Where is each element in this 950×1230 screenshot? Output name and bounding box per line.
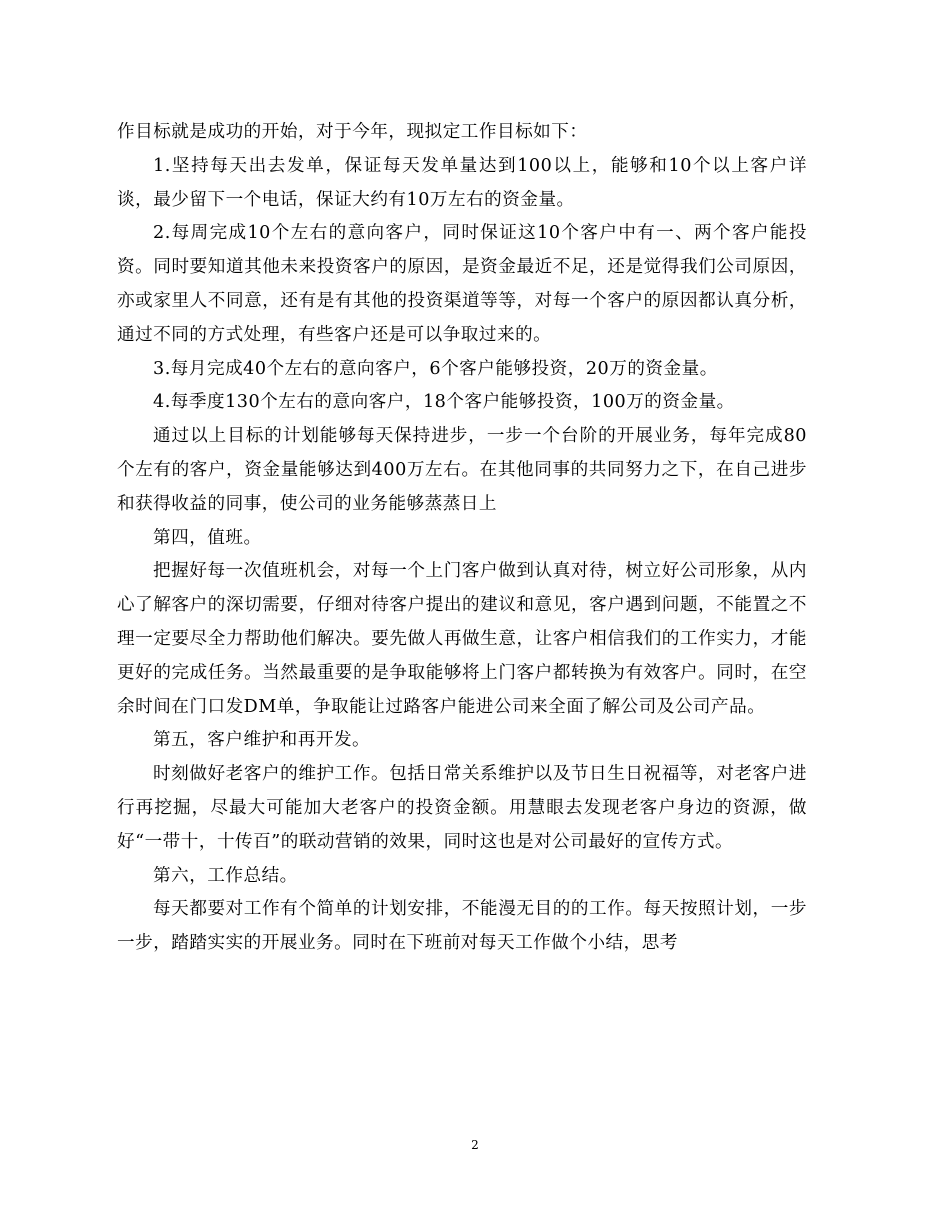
page-number: 2 [471,1138,479,1152]
section-heading-summary: 第六，工作总结。 [153,865,298,886]
paragraph-goal-1: 1.坚持每天出去发单，保证每天发单量达到100以上，能够和10个以上客户详谈，最少留下一个电话，保证大约有10万左右的资金量。 [117,155,807,210]
paragraph-maintenance: 时刻做好老客户的维护工作。包括日常关系维护以及节日生日祝福等，对老客户进行再挖掘，尽最大可能加大老客户的投资金额。用慧眼去发现老客户身边的资源，做好“一带十，十传百”的联动营销的效果，同时这也是对公司最好的宣传方式。 [117,764,807,852]
document-body [117,116,807,961]
paragraph-goal-2: 2.每周完成10个左右的意向客户，同时保证这10个客户中有一、两个客户能投资。同时要知道其他未来投资客户的原因，是资金最近不足，还是觉得我们公司原因，亦或家里人不同意，还有是有其他的投资渠道等等，对每一个客户的原因都认真分析，通过不同的方式处理，有些客户还是可以争取过来的。 [117,223,807,345]
paragraph-goal-4: 4.每季度130个左右的意向客户，18个客户能够投资，100万的资金量。 [153,392,735,413]
paragraph-goal-3: 3.每月完成40个左右的意向客户，6个客户能够投资，20万的资金量。 [153,358,718,379]
paragraph-goal-summary: 通过以上目标的计划能够每天保持进步，一步一个台阶的开展业务，每年完成80个左有的客户，资金量能够达到400万左右。在其他同事的共同努力之下，在自己进步和获得收益的同事，使公司的业务能够蒸蒸日上 [117,426,807,514]
section-heading-duty: 第四，值班。 [153,527,262,548]
paragraph-summary: 每天都要对工作有个简单的计划安排，不能漫无目的的工作。每天按照计划，一步一步，踏踏实实的开展业务。同时在下班前对每天工作做个小结，思考 [117,899,807,954]
paragraph-intro: 作目标就是成功的开始，对于今年，现拟定工作目标如下： [117,122,588,142]
paragraph-duty: 把握好每一次值班机会，对每一个上门客户做到认真对待，树立好公司形象，从内心了解客户的深切需要，仔细对待客户提出的建议和意见，客户遇到问题，不能置之不理一定要尽全力帮助他们解决。要先做人再做生意，让客户相信我们的工作实力，才能更好的完成任务。当然最重要的是争取能够将上门客户都转换为有效客户。同时，在空余时间在门口发DM单，争取能让过路客户能进公司来全面了解公司及公司产品。 [117,561,807,717]
section-heading-maintenance: 第五，客户维护和再开发。 [153,730,371,751]
